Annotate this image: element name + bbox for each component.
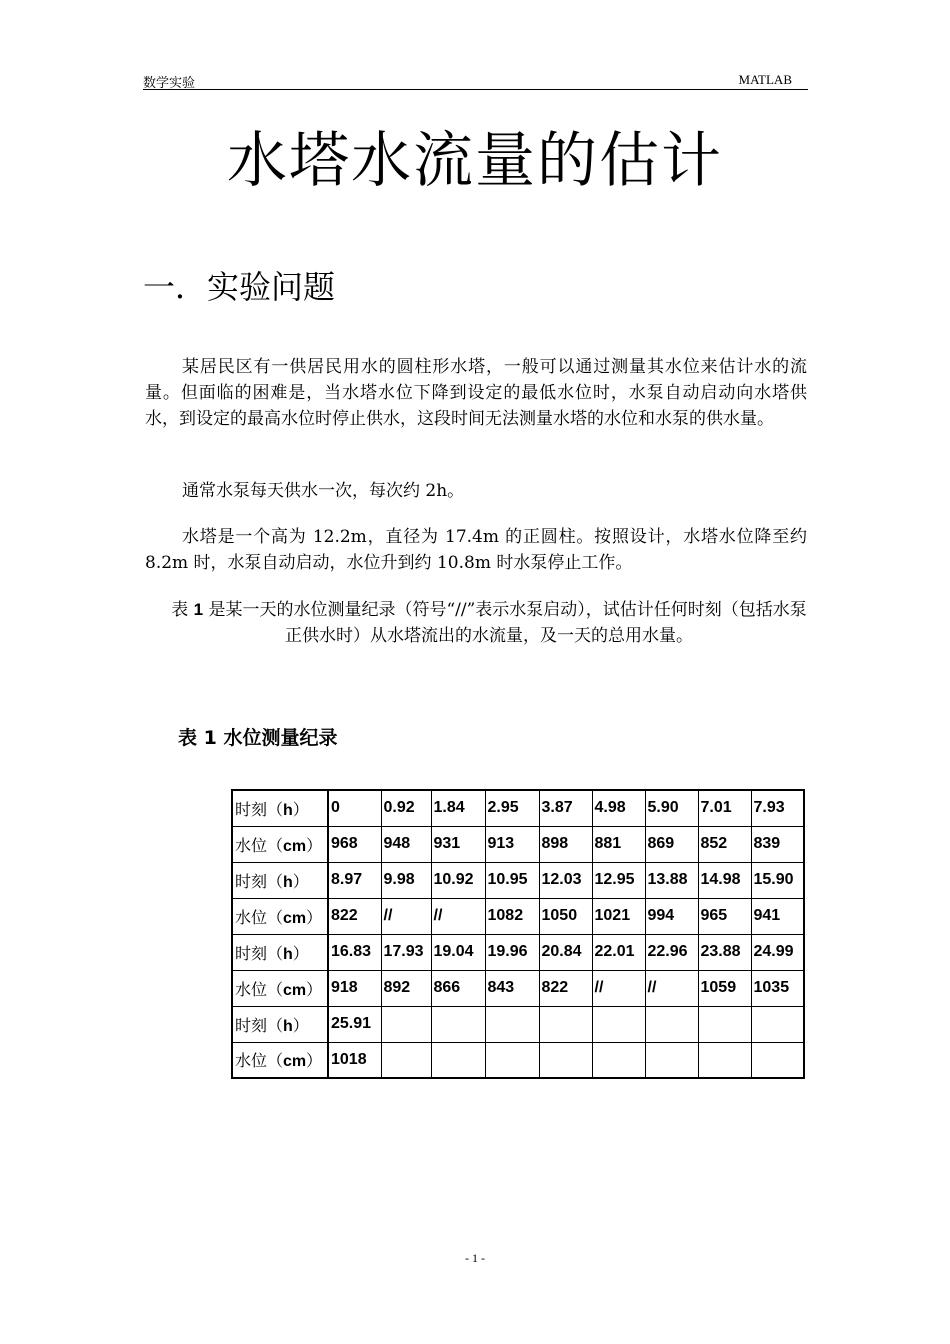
table-row	[232, 970, 804, 1006]
table-cell	[539, 1006, 592, 1042]
table-cell: 881	[592, 826, 645, 862]
table-cell: 1050	[539, 898, 592, 934]
header-left: 数学实验	[143, 76, 196, 91]
table-row	[232, 790, 804, 826]
table-cell	[539, 1042, 592, 1078]
table-cell	[485, 1006, 539, 1042]
table-cell: 3.87	[539, 790, 592, 826]
table-row	[232, 1006, 804, 1042]
row-label-time: 时刻（h）	[232, 934, 328, 970]
table-body	[232, 790, 804, 1078]
table-cell: 968	[328, 826, 381, 862]
table-cell: 13.88	[645, 862, 698, 898]
table-cell: 839	[751, 826, 804, 862]
table-cell: //	[592, 970, 645, 1006]
table-row	[232, 862, 804, 898]
table-row	[232, 898, 804, 934]
row-label-level: 水位（cm）	[232, 826, 328, 862]
table-cell: 23.88	[698, 934, 751, 970]
table-cell	[698, 1006, 751, 1042]
table-cell: 892	[381, 970, 431, 1006]
section-heading: 一．实验问题	[143, 268, 336, 306]
table-cell: 7.93	[751, 790, 804, 826]
table-cell: 9.98	[381, 862, 431, 898]
table-row	[232, 1042, 804, 1078]
table-cell: 7.01	[698, 790, 751, 826]
table-cell: 1018	[328, 1042, 381, 1078]
table-cell: 1035	[751, 970, 804, 1006]
para4-prefix: 表	[171, 600, 194, 620]
table-row	[232, 826, 804, 862]
paragraph-2: 通常水泵每天供水一次，每次约 2h。	[182, 481, 465, 501]
table-cell: 12.95	[592, 862, 645, 898]
table-cell	[751, 1006, 804, 1042]
table-cell: 994	[645, 898, 698, 934]
table-cell	[751, 1042, 804, 1078]
table-cell: 19.04	[431, 934, 485, 970]
table-cell: 25.91	[328, 1006, 381, 1042]
table-cell: 8.97	[328, 862, 381, 898]
table-cell: 16.83	[328, 934, 381, 970]
table-cell	[645, 1006, 698, 1042]
table-cell: 0	[328, 790, 381, 826]
table-cell: 1.84	[431, 790, 485, 826]
header-rule	[143, 89, 808, 90]
row-label-level: 水位（cm）	[232, 898, 328, 934]
table-cell: 24.99	[751, 934, 804, 970]
table-cell: 4.98	[592, 790, 645, 826]
table-cell: //	[381, 898, 431, 934]
table-cell: 20.84	[539, 934, 592, 970]
table-cell: 10.95	[485, 862, 539, 898]
table-cell: 898	[539, 826, 592, 862]
row-label-level: 水位（cm）	[232, 970, 328, 1006]
table-cell: 1021	[592, 898, 645, 934]
table-row	[232, 934, 804, 970]
para4-text: 是某一天的水位测量纪录（符号“//”表示水泵启动），试估计任何时刻（包括水泵正供水时）从水塔流出的水流量，及一天的总用水量。	[203, 600, 807, 646]
table-cell: 2.95	[485, 790, 539, 826]
row-label-time: 时刻（h）	[232, 1006, 328, 1042]
table-cell	[485, 1042, 539, 1078]
table-cell	[698, 1042, 751, 1078]
page-title: 水塔水流量的估计	[227, 126, 723, 196]
table-cell	[645, 1042, 698, 1078]
paragraph-4	[170, 597, 808, 649]
table-cell: 822	[328, 898, 381, 934]
table-cell: 10.92	[431, 862, 485, 898]
table-cell	[381, 1006, 431, 1042]
table-cell: 0.92	[381, 790, 431, 826]
table-cell: 948	[381, 826, 431, 862]
page-number: - 1 -	[465, 1251, 485, 1265]
table-cell	[592, 1042, 645, 1078]
table-cell: 918	[328, 970, 381, 1006]
table-cell: 965	[698, 898, 751, 934]
paragraph-1: 某居民区有一供居民用水的圆柱形水塔，一般可以通过测量其水位来估计水的流量。但面临的困难是，当水塔水位下降到设定的最低水位时，水泵自动启动向水塔供水，到设定的最高水位时停止供水，这段时间无法测量水塔的水位和水泵的供水量。	[145, 357, 807, 429]
table-cell: 22.96	[645, 934, 698, 970]
table-cell: 869	[645, 826, 698, 862]
table-cell: 1082	[485, 898, 539, 934]
table-cell: 5.90	[645, 790, 698, 826]
water-level-table	[231, 789, 805, 1079]
table-cell: 843	[485, 970, 539, 1006]
table-cell: 17.93	[381, 934, 431, 970]
table-cell: 14.98	[698, 862, 751, 898]
table-cell: 852	[698, 826, 751, 862]
paragraph-3: 水塔是一个高为 12.2m，直径为 17.4m 的正圆柱。按照设计，水塔水位降至约 8.2m 时，水泵自动启动，水位升到约 10.8m 时水泵停止工作。	[145, 527, 807, 573]
table-cell: 1059	[698, 970, 751, 1006]
table-cell: 15.90	[751, 862, 804, 898]
row-label-time: 时刻（h）	[232, 790, 328, 826]
table-cell	[592, 1006, 645, 1042]
table-cell: 822	[539, 970, 592, 1006]
table-cell: 22.01	[592, 934, 645, 970]
header-right: MATLAB	[738, 72, 792, 87]
table-cell: 913	[485, 826, 539, 862]
table-cell	[431, 1042, 485, 1078]
table-cell: //	[645, 970, 698, 1006]
table-cell	[381, 1042, 431, 1078]
table-cell: 931	[431, 826, 485, 862]
row-label-time: 时刻（h）	[232, 862, 328, 898]
table-cell: 941	[751, 898, 804, 934]
table-caption: 表 1 水位测量纪录	[178, 727, 338, 749]
table-cell: //	[431, 898, 485, 934]
table-cell	[431, 1006, 485, 1042]
para4-table-number: 1	[193, 600, 204, 619]
row-label-level: 水位（cm）	[232, 1042, 328, 1078]
table-cell: 866	[431, 970, 485, 1006]
table-cell: 19.96	[485, 934, 539, 970]
table-cell: 12.03	[539, 862, 592, 898]
